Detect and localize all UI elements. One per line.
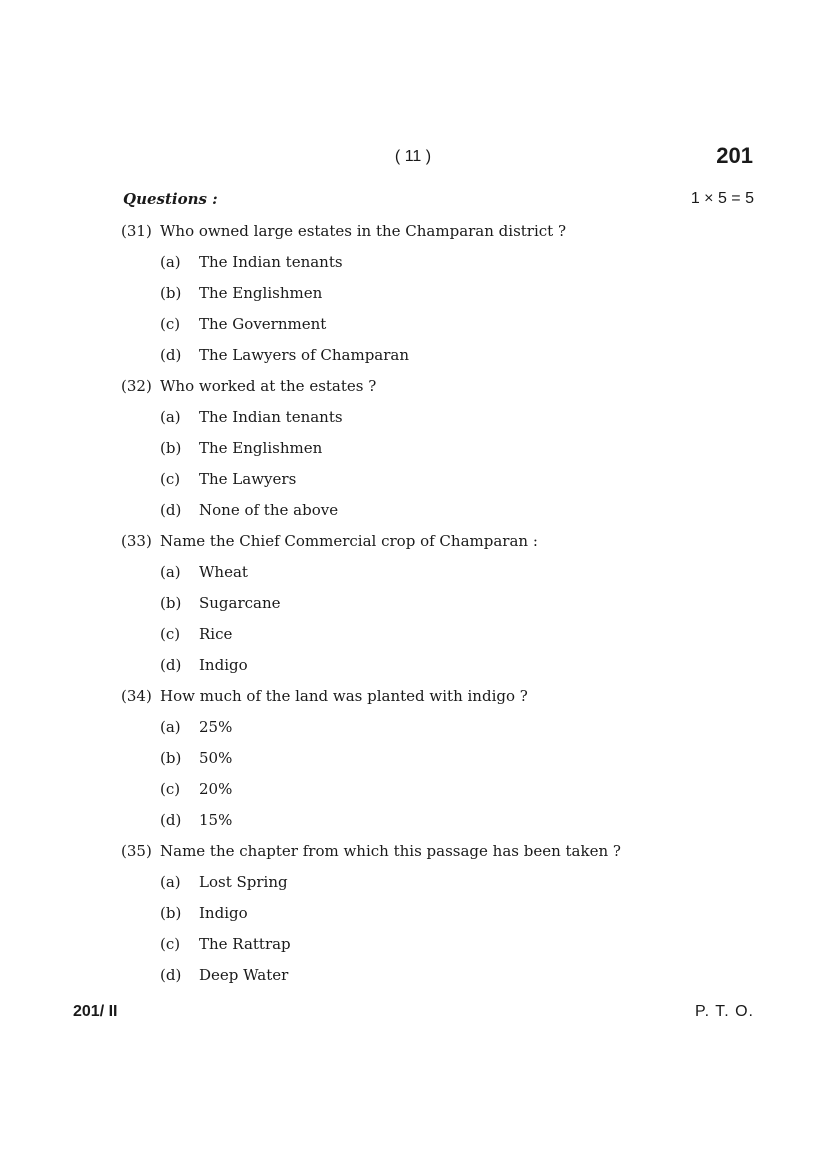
question-number: (32) <box>121 377 152 395</box>
question-number: (35) <box>121 842 152 860</box>
option-text: 50% <box>199 749 233 767</box>
option-text: Wheat <box>199 563 248 581</box>
question-32 <box>121 376 761 407</box>
option-text: The Indian tenants <box>199 408 343 426</box>
footer-pto: P. T. O. <box>695 1003 754 1020</box>
option-label: (d) <box>160 656 182 674</box>
option-32-a <box>121 407 761 438</box>
option-33-d <box>121 655 761 686</box>
option-label: (a) <box>160 873 181 891</box>
option-label: (d) <box>160 501 182 519</box>
option-31-c <box>121 314 761 345</box>
page-number: ( 11 ) <box>394 148 432 165</box>
option-33-c <box>121 624 761 655</box>
option-label: (a) <box>160 253 181 271</box>
option-text: The Government <box>199 315 327 333</box>
option-label: (c) <box>160 780 181 798</box>
option-33-a <box>121 562 761 593</box>
option-31-b <box>121 283 761 314</box>
option-label: (d) <box>160 346 182 364</box>
option-label: (b) <box>160 594 182 612</box>
marks-allocation: 1 × 5 = 5 <box>690 190 754 207</box>
option-35-a <box>121 872 761 903</box>
option-text: 15% <box>199 811 233 829</box>
option-33-b <box>121 593 761 624</box>
option-32-c <box>121 469 761 500</box>
option-label: (a) <box>160 718 181 736</box>
option-text: Indigo <box>199 656 248 674</box>
question-35 <box>121 841 761 872</box>
option-34-d <box>121 810 761 841</box>
option-text: The Englishmen <box>199 284 323 302</box>
option-text: The Lawyers <box>199 470 297 488</box>
question-text: Who owned large estates in the Champaran district ? <box>160 222 567 240</box>
option-text: None of the above <box>199 501 339 519</box>
question-34 <box>121 686 761 717</box>
option-label: (c) <box>160 625 181 643</box>
option-text: The Rattrap <box>199 935 291 953</box>
footer-paper-code: 201/ II <box>73 1003 118 1020</box>
option-label: (c) <box>160 470 181 488</box>
option-label: (b) <box>160 284 182 302</box>
section-heading: Questions : <box>123 190 218 208</box>
option-text: 25% <box>199 718 233 736</box>
option-34-c <box>121 779 761 810</box>
option-text: The Indian tenants <box>199 253 343 271</box>
option-35-d <box>121 965 761 996</box>
option-text: Rice <box>199 625 233 643</box>
option-label: (b) <box>160 749 182 767</box>
option-34-a <box>121 717 761 748</box>
option-35-b <box>121 903 761 934</box>
question-text: Who worked at the estates ? <box>160 377 377 395</box>
option-32-d <box>121 500 761 531</box>
question-number: (31) <box>121 222 152 240</box>
option-35-c <box>121 934 761 965</box>
option-label: (d) <box>160 966 182 984</box>
option-32-b <box>121 438 761 469</box>
question-33 <box>121 531 761 562</box>
option-34-b <box>121 748 761 779</box>
option-text: 20% <box>199 780 233 798</box>
question-list <box>121 221 761 996</box>
option-31-a <box>121 252 761 283</box>
question-31 <box>121 221 761 252</box>
option-text: The Englishmen <box>199 439 323 457</box>
option-text: Deep Water <box>199 966 289 984</box>
question-text: Name the Chief Commercial crop of Champaran : <box>160 532 538 550</box>
option-label: (b) <box>160 904 182 922</box>
option-label: (c) <box>160 315 181 333</box>
option-text: The Lawyers of Champaran <box>199 346 410 364</box>
option-text: Indigo <box>199 904 248 922</box>
option-label: (a) <box>160 408 181 426</box>
option-label: (a) <box>160 563 181 581</box>
option-label: (b) <box>160 439 182 457</box>
question-number: (34) <box>121 687 152 705</box>
question-text: How much of the land was planted with indigo ? <box>160 687 528 705</box>
option-31-d <box>121 345 761 376</box>
option-label: (c) <box>160 935 181 953</box>
paper-code: 201 <box>716 143 753 168</box>
option-text: Sugarcane <box>199 594 281 612</box>
option-text: Lost Spring <box>199 873 288 891</box>
option-label: (d) <box>160 811 182 829</box>
question-number: (33) <box>121 532 152 550</box>
question-text: Name the chapter from which this passage has been taken ? <box>160 842 621 860</box>
